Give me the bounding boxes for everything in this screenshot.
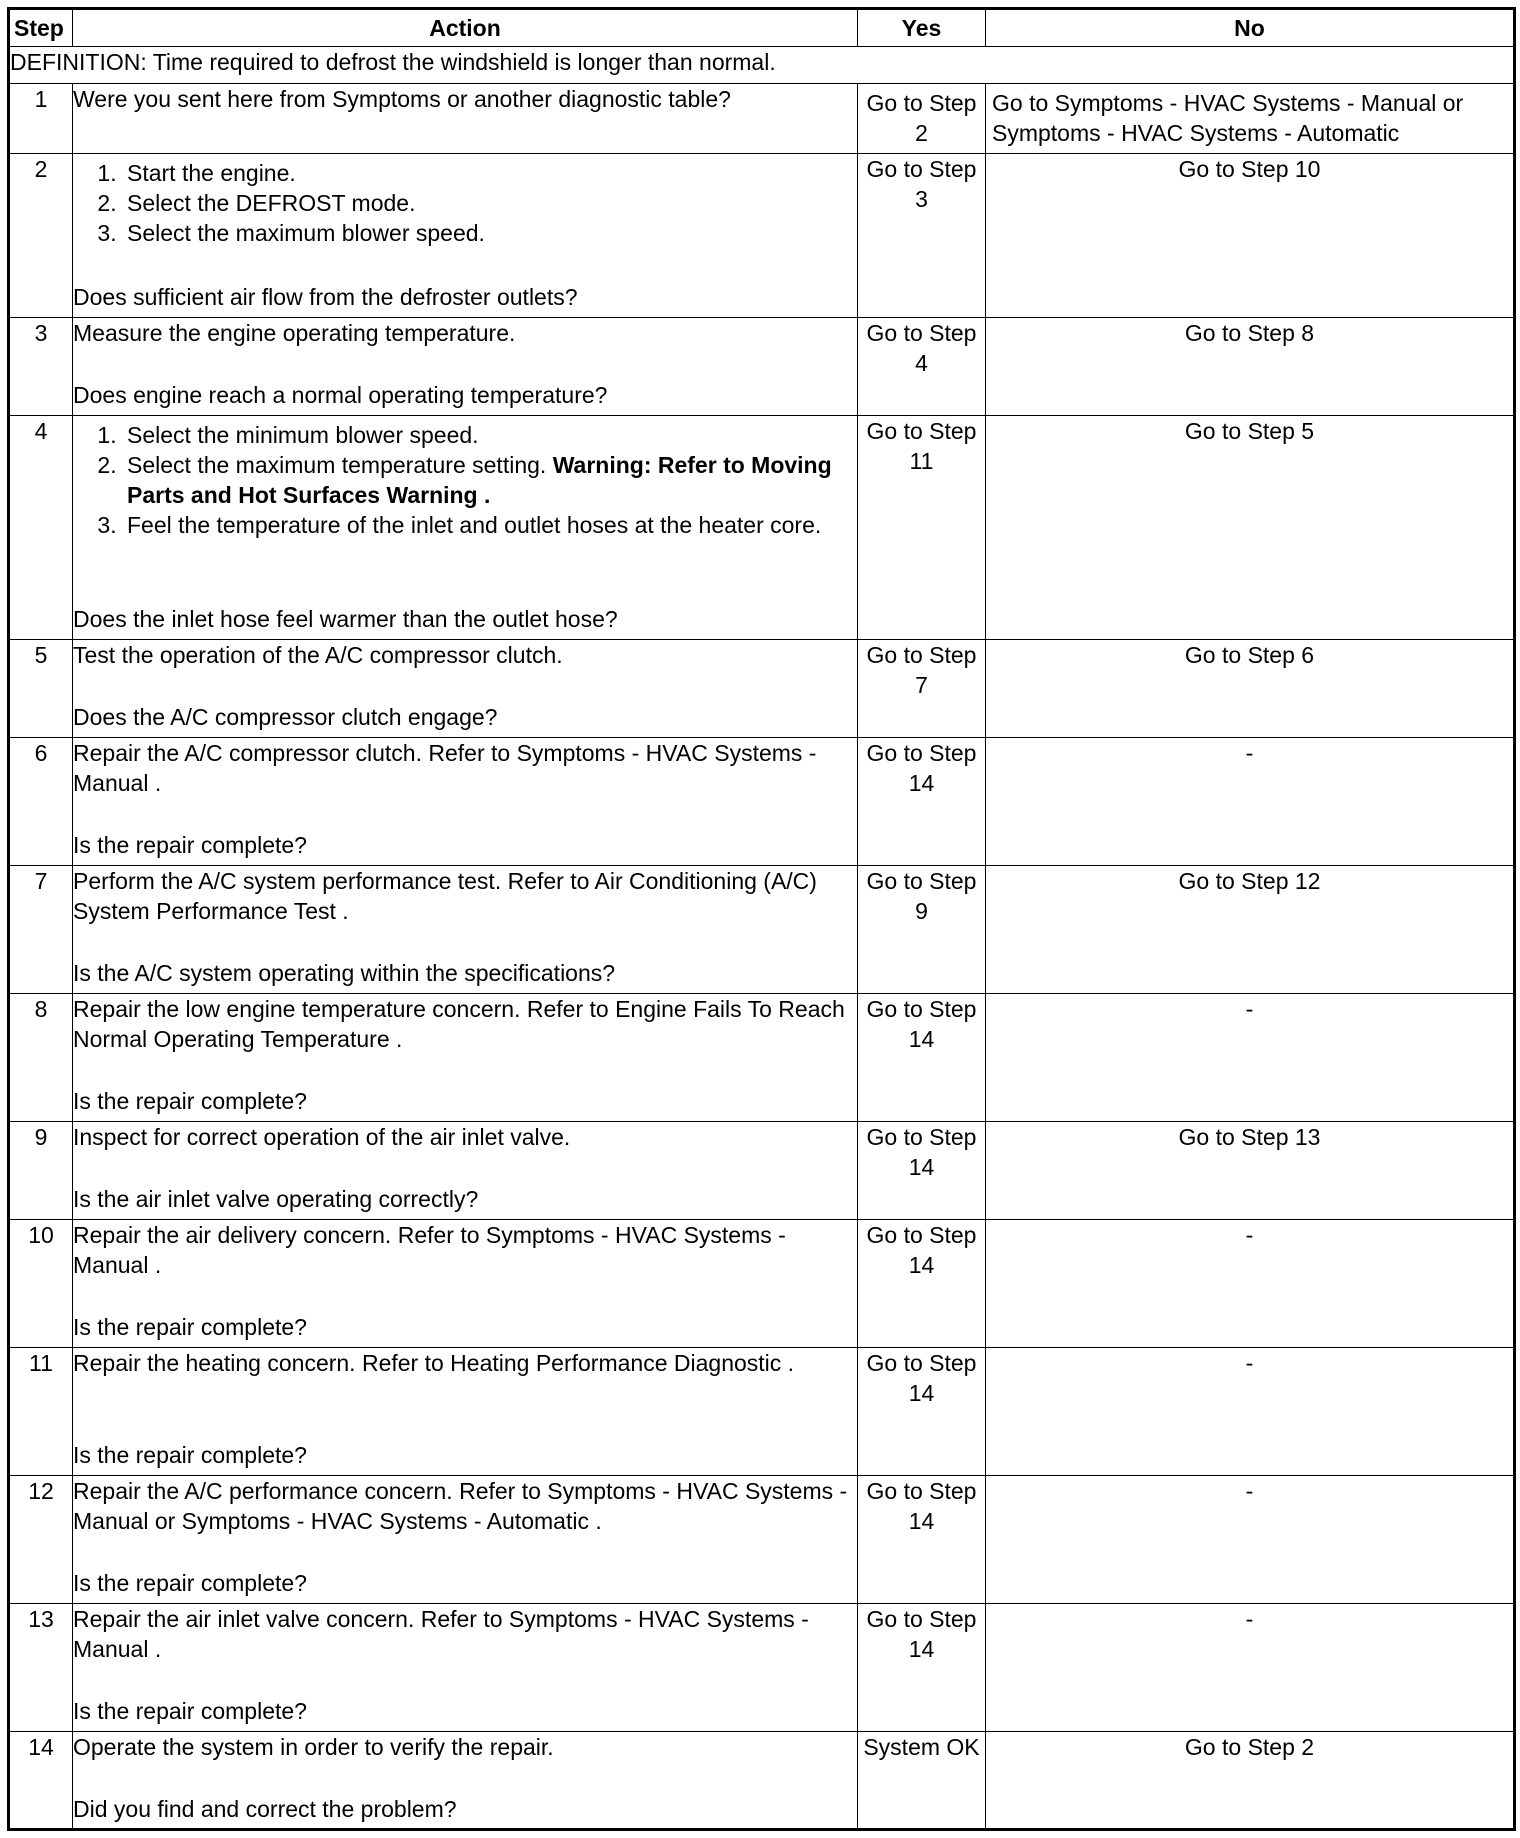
action-content [73,1732,857,1824]
action-step-item [123,218,857,248]
table-body [9,47,1515,1830]
action-cell [73,154,858,318]
action-step-text: Select the maximum blower speed. [127,220,485,246]
action-cell [73,866,858,994]
action-cell [73,640,858,738]
action-question: Does the inlet hose feel warmer than the outlet hose? [73,606,618,632]
action-step-text: Select the maximum temperature setting. [127,452,547,478]
action-text: Were you sent here from Symptoms or another diagnostic table? [73,86,731,112]
no-result: Go to Step 8 [986,318,1515,416]
action-question: Is the repair complete? [73,1314,307,1340]
action-cell [73,1476,858,1604]
diagnostic-table-sheet [7,7,1513,1831]
action-instructions [73,1732,857,1762]
yes-result: Go to Step 14 [858,994,986,1122]
step-number: 8 [9,994,73,1122]
step-number: 7 [9,866,73,994]
no-result: - [986,1348,1515,1476]
action-content [73,1122,857,1214]
action-cell [73,994,858,1122]
yes-result: Go to Step 14 [858,1220,986,1348]
yes-result: System OK [858,1732,986,1830]
step-number: 11 [9,1348,73,1476]
action-step-text: Select the DEFROST mode. [127,190,416,216]
definition-row [9,47,1515,84]
action-step-item [123,510,857,540]
action-cell [73,1348,858,1476]
action-content [73,994,857,1116]
table-row [9,640,1515,738]
action-text: Repair the low engine temperature concern. Refer to Engine Fails To Reach Normal Operating Temperature . [73,996,845,1052]
action-step-text: Select the minimum blower speed. [127,422,479,448]
action-step-text: Feel the temperature of the inlet and outlet hoses at the heater core. [127,512,822,538]
action-question: Is the A/C system operating within the specifications? [73,960,616,986]
action-instructions [73,1604,857,1664]
no-result: - [986,1604,1515,1732]
action-content [73,1476,857,1598]
step-number: 6 [9,738,73,866]
step-number: 1 [9,84,73,154]
no-result: Go to Step 6 [986,640,1515,738]
no-result: Go to Step 2 [986,1732,1515,1830]
step-number: 3 [9,318,73,416]
action-instructions [73,416,857,540]
action-question: Is the repair complete? [73,1088,307,1114]
action-text: Test the operation of the A/C compressor clutch. [73,642,563,668]
action-text: Repair the air inlet valve concern. Refer to Symptoms - HVAC Systems - Manual . [73,1606,809,1662]
action-instructions [73,1220,857,1280]
action-cell [73,1220,858,1348]
action-text: Inspect for correct operation of the air inlet valve. [73,1124,571,1150]
yes-result: Go to Step 2 [858,84,986,154]
yes-result: Go to Step 14 [858,1122,986,1220]
yes-result: Go to Step 14 [858,738,986,866]
no-result: - [986,1476,1515,1604]
table-row [9,738,1515,866]
action-question: Did you find and correct the problem? [73,1796,457,1822]
step-number: 14 [9,1732,73,1830]
action-text: Measure the engine operating temperature. [73,320,516,346]
table-row [9,994,1515,1122]
action-instructions [73,154,857,248]
diagnostic-table [7,7,1516,1831]
action-question: Does engine reach a normal operating temperature? [73,382,608,408]
no-result: Go to Step 12 [986,866,1515,994]
action-question: Does sufficient air flow from the defroster outlets? [73,284,578,310]
action-text: Repair the heating concern. Refer to Heating Performance Diagnostic . [73,1350,795,1376]
no-result: Go to Step 13 [986,1122,1515,1220]
no-result: Go to Symptoms - HVAC Systems - Manual or Symptoms - HVAC Systems - Automatic [986,84,1515,154]
action-cell [73,416,858,640]
action-step-item [123,420,857,450]
table-row [9,1732,1515,1830]
header-row [9,9,1515,47]
no-result: Go to Step 10 [986,154,1515,318]
step-number: 13 [9,1604,73,1732]
action-instructions [73,1122,857,1152]
no-result: - [986,738,1515,866]
table-row [9,1604,1515,1732]
column-header-no: No [986,9,1515,47]
column-header-yes: Yes [858,9,986,47]
action-text: Repair the A/C performance concern. Refer to Symptoms - HVAC Systems - Manual or Symptoms - HVAC Systems - Automatic . [73,1478,848,1534]
table-row [9,84,1515,154]
action-instructions [73,866,857,926]
action-content [73,84,857,148]
action-instructions [73,1348,857,1378]
step-number: 12 [9,1476,73,1604]
action-step-item [123,158,857,188]
action-cell [73,738,858,866]
warning-reference: Warning: Refer to Moving Parts and Hot Surfaces Warning . [127,452,832,508]
action-step-item [123,188,857,218]
no-result: - [986,1220,1515,1348]
table-row [9,416,1515,640]
column-header-step: Step [9,9,73,47]
action-text: Perform the A/C system performance test. Refer to Air Conditioning (A/C) System Performance Test . [73,868,817,924]
no-result: - [986,994,1515,1122]
action-instructions [73,640,857,670]
table-row [9,1476,1515,1604]
action-cell [73,84,858,154]
action-content [73,318,857,410]
table-row [9,1348,1515,1476]
yes-result: Go to Step 4 [858,318,986,416]
action-content [73,416,857,634]
action-instructions [73,1476,857,1536]
yes-result: Go to Step 11 [858,416,986,640]
action-cell [73,1122,858,1220]
action-content [73,640,857,732]
yes-result: Go to Step 3 [858,154,986,318]
action-instructions [73,318,857,348]
action-content [73,866,857,988]
action-question: Does the A/C compressor clutch engage? [73,704,498,730]
action-cell [73,1732,858,1830]
step-number: 2 [9,154,73,318]
yes-result: Go to Step 7 [858,640,986,738]
yes-result: Go to Step 9 [858,866,986,994]
action-instructions [73,84,857,114]
action-cell [73,1604,858,1732]
step-number: 4 [9,416,73,640]
action-question: Is the repair complete? [73,832,307,858]
action-content [73,738,857,860]
action-step-list [73,158,857,248]
action-content [73,1348,857,1470]
table-row [9,1220,1515,1348]
action-instructions [73,738,857,798]
action-text: Repair the air delivery concern. Refer to Symptoms - HVAC Systems - Manual . [73,1222,786,1278]
action-question: Is the repair complete? [73,1570,307,1596]
action-question: Is the repair complete? [73,1698,307,1724]
action-question: Is the air inlet valve operating correctly? [73,1186,479,1212]
yes-result: Go to Step 14 [858,1604,986,1732]
action-text: Repair the A/C compressor clutch. Refer to Symptoms - HVAC Systems - Manual . [73,740,817,796]
no-result: Go to Step 5 [986,416,1515,640]
column-header-action: Action [73,9,858,47]
table-row [9,1122,1515,1220]
action-step-list [73,420,857,540]
step-number: 5 [9,640,73,738]
table-row [9,318,1515,416]
action-text: Operate the system in order to verify the repair. [73,1734,554,1760]
definition-text: DEFINITION: Time required to defrost the windshield is longer than normal. [9,47,1515,84]
action-cell [73,318,858,416]
action-step-item [123,450,857,510]
table-row [9,866,1515,994]
action-content [73,1604,857,1726]
step-number: 10 [9,1220,73,1348]
action-instructions [73,994,857,1054]
action-content [73,1220,857,1342]
action-step-text: Start the engine. [127,160,296,186]
yes-result: Go to Step 14 [858,1348,986,1476]
table-row [9,154,1515,318]
yes-result: Go to Step 14 [858,1476,986,1604]
step-number: 9 [9,1122,73,1220]
action-question: Is the repair complete? [73,1442,307,1468]
action-content [73,154,857,312]
